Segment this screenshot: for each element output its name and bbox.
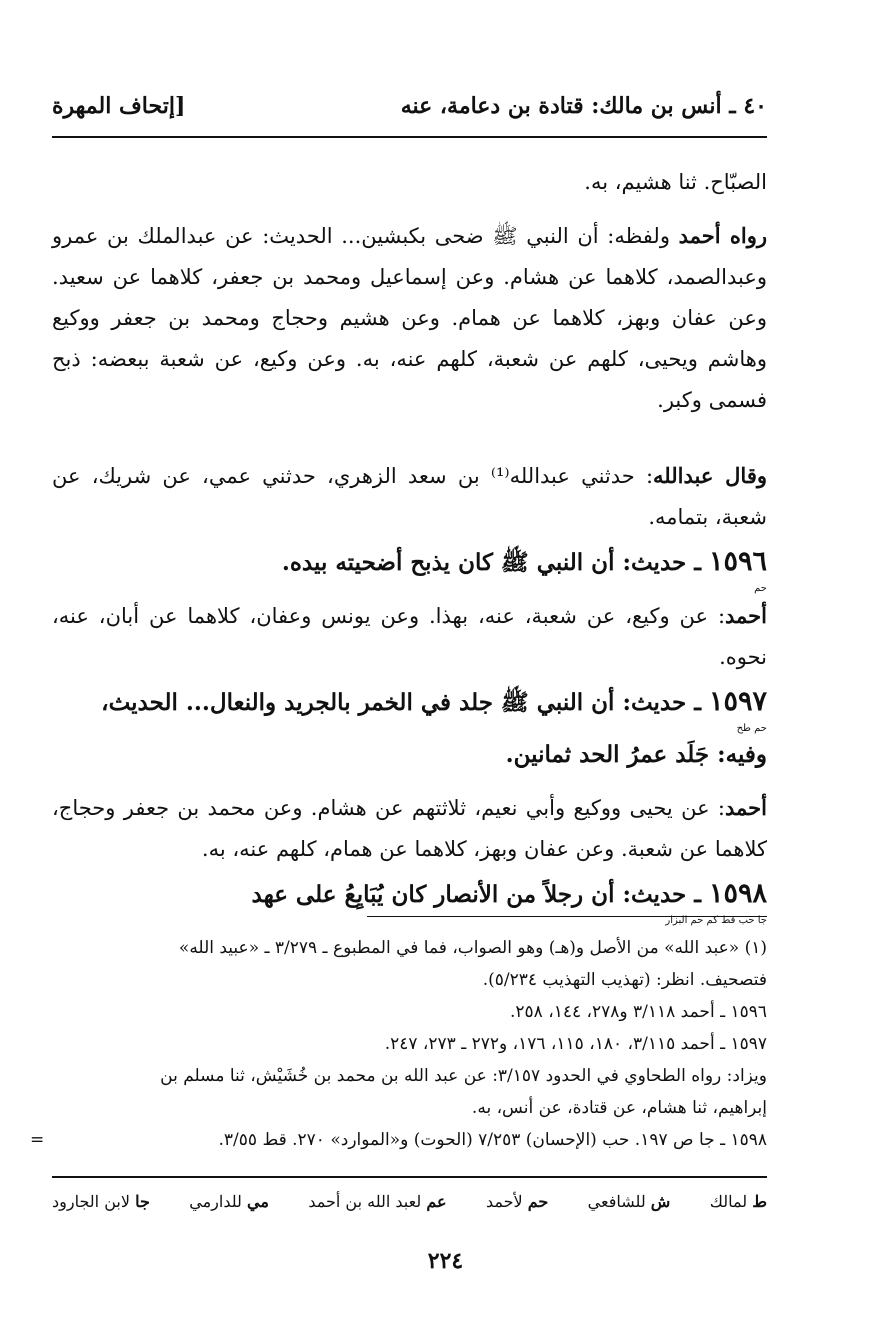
- hadith-text: ـ حديث: أن رجلاً من الأنصار كان يُبَايِعُ على عهد: [251, 881, 709, 908]
- footnote-1597-addition-continued: إبراهيم، ثنا هشام، عن قتادة، عن أنس، به.: [471, 1098, 767, 1118]
- legend-item: عم لعبد الله بن أحمد: [308, 1192, 447, 1211]
- running-header: [52, 86, 767, 126]
- hadith-1598-heading: [52, 874, 767, 927]
- paragraph-1597-sources: [52, 787, 767, 870]
- paragraph-text: : عن وكيع، عن شعبة، عنه، بهذا. وعن يونس وعفان، كلاهما عن أبان، عنه، نحوه.: [52, 604, 767, 669]
- hadith-1597-heading: [52, 682, 767, 775]
- legend-item: مي للدارمي: [189, 1192, 269, 1211]
- paragraph-text: : عن يحيى ووكيع وأبي نعيم، ثلاثتهم عن هشام. وعن محمد بن جعفر وحجاج، كلاهما عن شعبة. وعن عفان وبهز، كلاهما عن همام، كلهم عنه، به.: [52, 796, 767, 861]
- hadith-1596-heading: [52, 542, 767, 595]
- paragraph-1: الصبّاح. ثنا هشيم، به.: [584, 170, 767, 194]
- paragraph-abdullah-narration: [52, 455, 767, 538]
- hadith-number: ١٥٩٨: [708, 878, 767, 909]
- header-divider: [52, 136, 767, 138]
- footnote-1598: [30, 1124, 767, 1156]
- header-chapter-title: ٤٠ ـ أنس بن مالك: قتادة بن دعامة، عنه: [400, 93, 767, 119]
- hadith-number: ١٥٩٧: [708, 686, 767, 717]
- narrator-label: أحمد: [725, 603, 767, 628]
- footnote-1597-addition: ويزاد: رواه الطحاوي في الحدود ٣/١٥٧: عن عبد الله بن محمد بن خُشَيْش، ثنا مسلم بن: [160, 1066, 767, 1086]
- main-text: [52, 162, 767, 927]
- hadith-text: ـ حديث: أن النبي ﷺ كان يذبح أضحيته بيده.: [281, 549, 709, 576]
- legend-item: حم لأحمد: [485, 1192, 549, 1211]
- footnote-divider: [367, 916, 767, 917]
- hadith-continuation: وفيه: جَلَد عمرُ الحد ثمانين.: [505, 741, 767, 768]
- paragraph-text: : حدثني عبدالله⁽¹⁾ بن سعد الزهري، حدثني عمي، عن شريك، عن شعبة، بتمامه.: [52, 464, 767, 529]
- legend-item: ط لمالك: [709, 1192, 767, 1211]
- page-number: ٢٢٤: [427, 1248, 464, 1274]
- footnote-1598-text: ١٥٩٨ ـ جا ص ١٩٧. حب (الإحسان) ٧/٢٥٣ (الحوت) و«الموارد» ٢٧٠. قط ٣/٥٥.: [218, 1130, 767, 1150]
- paragraph-1596-sources: [52, 595, 767, 678]
- hadith-text: ـ حديث: أن النبي ﷺ جلد في الخمر بالجريد والنعال... الحديث،: [101, 689, 709, 716]
- continuation-mark: =: [30, 1130, 45, 1150]
- source-sigla: حم: [754, 583, 767, 594]
- header-book-title: [إتحاف المهرة: [52, 93, 186, 119]
- paragraph-ahmad-narration: [52, 215, 767, 421]
- narrator-label: رواه أحمد: [678, 223, 767, 248]
- source-sigla: جا حب قط كم حم البزار: [665, 915, 767, 926]
- footnote-1-continued: فتصحيف. انظر: (تهذيب التهذيب ٥/٢٣٤).: [482, 970, 767, 990]
- footnote-1596: ١٥٩٦ ـ أحمد ٣/١١٨ و٢٧٨، ١٤٤، ٢٥٨.: [509, 1002, 767, 1022]
- footnote-1597: ١٥٩٧ ـ أحمد ٣/١١٥، ١٨٠، ١١٥، ١٧٦، و٢٧٢ ـ ٢٧٣، ٢٤٧.: [384, 1034, 767, 1054]
- legend-item: ش للشافعي: [587, 1192, 671, 1211]
- narrator-label: أحمد: [725, 795, 767, 820]
- paragraph-text: ولفظه: أن النبي ﷺ ضحى بكبشين... الحديث: عن عبدالملك بن عمرو وعبدالصمد، كلاهما عن هشام. وعن إسماعيل ومحمد بن جعفر، كلاهما عن سعيد. وعن عفان وبهز، كلاهما عن همام. وعن هشيم وحجاج ومحمد بن جعفر ووكيع وهاشم ويحيى، كلهم عن شعبة، كلهم عنه، به. وعن وكيع، عن شعبة ببعضه: ذبح فسمى وكبر.: [52, 224, 767, 412]
- footnote-1: (١) «عبد الله» من الأصل و(هـ) وهو الصواب، فما في المطبوع ـ ٣/٢٧٩ ـ «عبيد الله»: [178, 938, 767, 958]
- abbreviation-legend: [52, 1192, 767, 1211]
- source-sigla: حم طح: [736, 723, 767, 734]
- hadith-number: ١٥٩٦: [708, 546, 767, 577]
- legend-divider: [52, 1176, 767, 1178]
- legend-item: جا لابن الجارود: [52, 1192, 150, 1211]
- footnotes: [30, 932, 767, 1156]
- narrator-label: وقال عبدالله: [653, 463, 768, 488]
